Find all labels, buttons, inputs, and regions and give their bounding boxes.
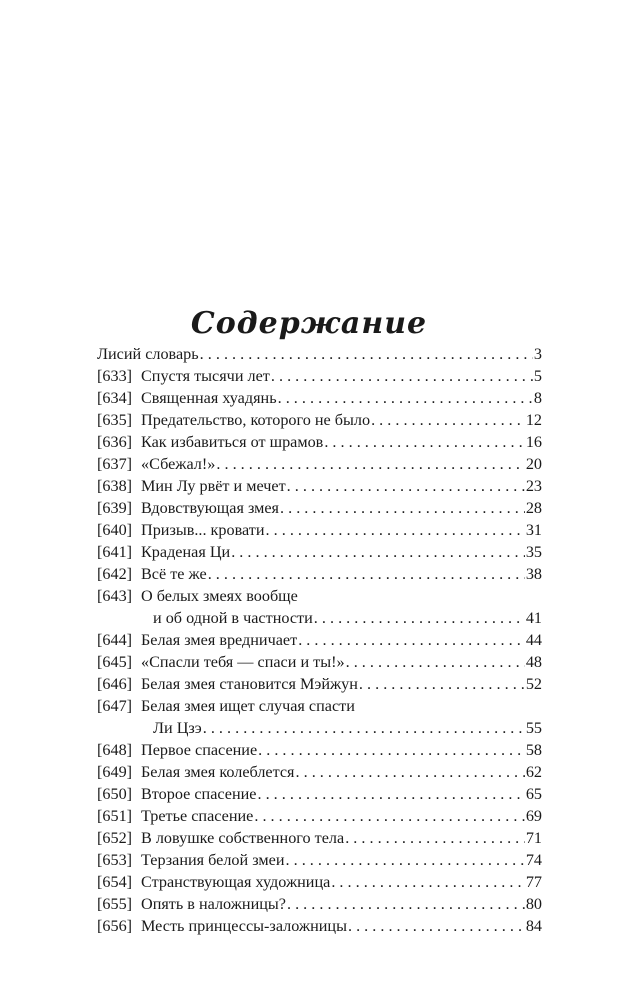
toc-entry-title: Лисий словарь [97,345,199,363]
toc-entry-title: Белая змея становится Мэйжун [141,675,358,693]
toc-entry [97,871,542,893]
toc-entry-page: 28 [525,499,542,517]
dot-leader [257,783,524,805]
toc-entry-title: Призыв... кровати [141,521,265,539]
dot-leader [280,497,525,519]
toc-entry-page: 44 [525,631,542,649]
toc-entry-title: Третье спасение [141,807,254,825]
toc-entry-page: 38 [525,565,542,583]
dot-leader [324,431,524,453]
toc-entry-number: [646] [97,675,133,693]
toc-entry-page: 41 [525,609,542,627]
toc-entry-page: 69 [525,807,542,825]
toc-entry-page: 23 [525,477,542,495]
toc-entry-number: [633] [97,367,133,385]
toc-entry-title: Спустя тысячи лет [141,367,270,385]
dot-leader [314,607,525,629]
toc-entry [97,431,542,453]
toc-entry-title: О белых змеях вообще [141,587,298,605]
toc-entry-page: 74 [525,851,542,869]
dot-leader [287,475,525,497]
toc-entry [97,343,542,365]
toc-entry [97,761,542,783]
toc-entry-title: Второе спасение [141,785,257,803]
toc-entry-title: Первое спасение [141,741,258,759]
toc-entry-number: [634] [97,389,133,407]
toc-entry-title: Всё те же [141,565,207,583]
toc-entry-page: 65 [525,785,542,803]
dot-leader [296,761,525,783]
toc-entry-title: Белая змея ищет случая спасти [141,697,355,715]
toc-entry-number: [635] [97,411,133,429]
toc-entry-number: [649] [97,763,133,781]
dot-leader [348,915,525,937]
toc-entry-title: Предательство, которого не было [141,411,371,429]
toc-entry-title: Как избавиться от шрамов [141,433,324,451]
toc-entry-page: 77 [525,873,542,891]
toc-entry-page: 31 [525,521,542,539]
toc-entry-page: 48 [525,653,542,671]
toc-entry-page: 71 [525,829,542,847]
toc-entry-number: [647] [97,697,133,715]
toc-entry [97,849,542,871]
toc-entry-number: [655] [97,895,133,913]
dot-leader [258,739,525,761]
toc-entry-title: Странствующая художница [141,873,331,891]
toc-entry [97,805,542,827]
toc-entry [97,497,542,519]
toc-entry [97,695,542,717]
toc-entry-title: Месть принцессы-заложницы [141,917,347,935]
toc-entry [97,739,542,761]
dot-leader [231,541,525,563]
toc-entry-page: 3 [533,345,542,363]
toc-entry [97,893,542,915]
toc-entry-title: В ловушке собственного тела [141,829,345,847]
toc-entry [97,651,542,673]
toc-entry [97,453,542,475]
dot-leader [200,343,533,365]
dot-leader [298,629,525,651]
toc-entry-number: [640] [97,521,133,539]
toc-entry-number: [651] [97,807,133,825]
toc-entry-number: [636] [97,433,133,451]
toc-entry [97,915,542,937]
toc-entry-title: Краденая Ци [141,543,231,561]
toc-entry-number: [656] [97,917,133,935]
toc-entry-title: Белая змея вредничает [141,631,298,649]
toc-entry-number: [637] [97,455,133,473]
toc-entry-page: 55 [525,719,542,737]
toc-entry [97,585,542,607]
toc-entry-number: [638] [97,477,133,495]
toc-entry-number: [641] [97,543,133,561]
toc-entry-number: [652] [97,829,133,847]
dot-leader [208,563,525,585]
toc-entry-title: Белая змея колеблется [141,763,295,781]
toc-entry-continuation [97,607,542,629]
toc-title: Содержание [190,306,428,342]
toc-entry [97,475,542,497]
dot-leader [266,519,525,541]
toc-entry-title: Мин Лу рвёт и мечет [141,477,286,495]
toc-entry-number: [645] [97,653,133,671]
toc-entry-page: 80 [525,895,542,913]
toc-entry [97,387,542,409]
toc-entry-page: 12 [525,411,542,429]
toc-entry-title: «Спасли тебя — спаси и ты!» [141,653,345,671]
dot-leader [346,651,525,673]
toc-entry-page: 8 [533,389,542,407]
toc-entry-title: Вдовствующая змея [141,499,279,517]
toc-entry-page: 62 [525,763,542,781]
dot-leader [254,805,524,827]
toc-entry [97,409,542,431]
toc-entry-continuation [97,717,542,739]
toc-entry [97,629,542,651]
toc-entry-number: [644] [97,631,133,649]
toc-entry [97,827,542,849]
toc-entry-number: [653] [97,851,133,869]
toc-entry-number: [648] [97,741,133,759]
dot-leader [371,409,525,431]
toc-entry [97,783,542,805]
toc-entry-title: «Сбежал!» [141,455,216,473]
toc-entry-page: 35 [525,543,542,561]
toc-entry [97,519,542,541]
toc-entry-number: [643] [97,587,133,605]
toc-entry-number: [654] [97,873,133,891]
toc-entry-number: [650] [97,785,133,803]
toc-entry-page: 52 [525,675,542,693]
table-of-contents [97,343,542,937]
dot-leader [359,673,525,695]
toc-entry-title: Опять в наложницы? [141,895,286,913]
dot-leader [271,365,533,387]
toc-entry-page: 84 [525,917,542,935]
dot-leader [216,453,524,475]
toc-entry-title: Терзания белой змеи [141,851,285,869]
dot-leader [203,717,525,739]
toc-entry-title-continued: и об одной в частности [153,609,313,627]
dot-leader [286,849,525,871]
dot-leader [287,893,525,915]
toc-entry-page: 58 [525,741,542,759]
dot-leader [345,827,525,849]
toc-entry-page: 20 [525,455,542,473]
toc-entry [97,365,542,387]
dot-leader [278,387,533,409]
toc-entry-page: 16 [525,433,542,451]
dot-leader [331,871,525,893]
toc-entry [97,673,542,695]
toc-entry [97,563,542,585]
toc-entry-number: [642] [97,565,133,583]
toc-entry-title-continued: Ли Цзэ [153,719,202,737]
toc-entry-page: 5 [533,367,542,385]
toc-entry [97,541,542,563]
toc-entry-number: [639] [97,499,133,517]
toc-entry-title: Священная хуадянь [141,389,277,407]
